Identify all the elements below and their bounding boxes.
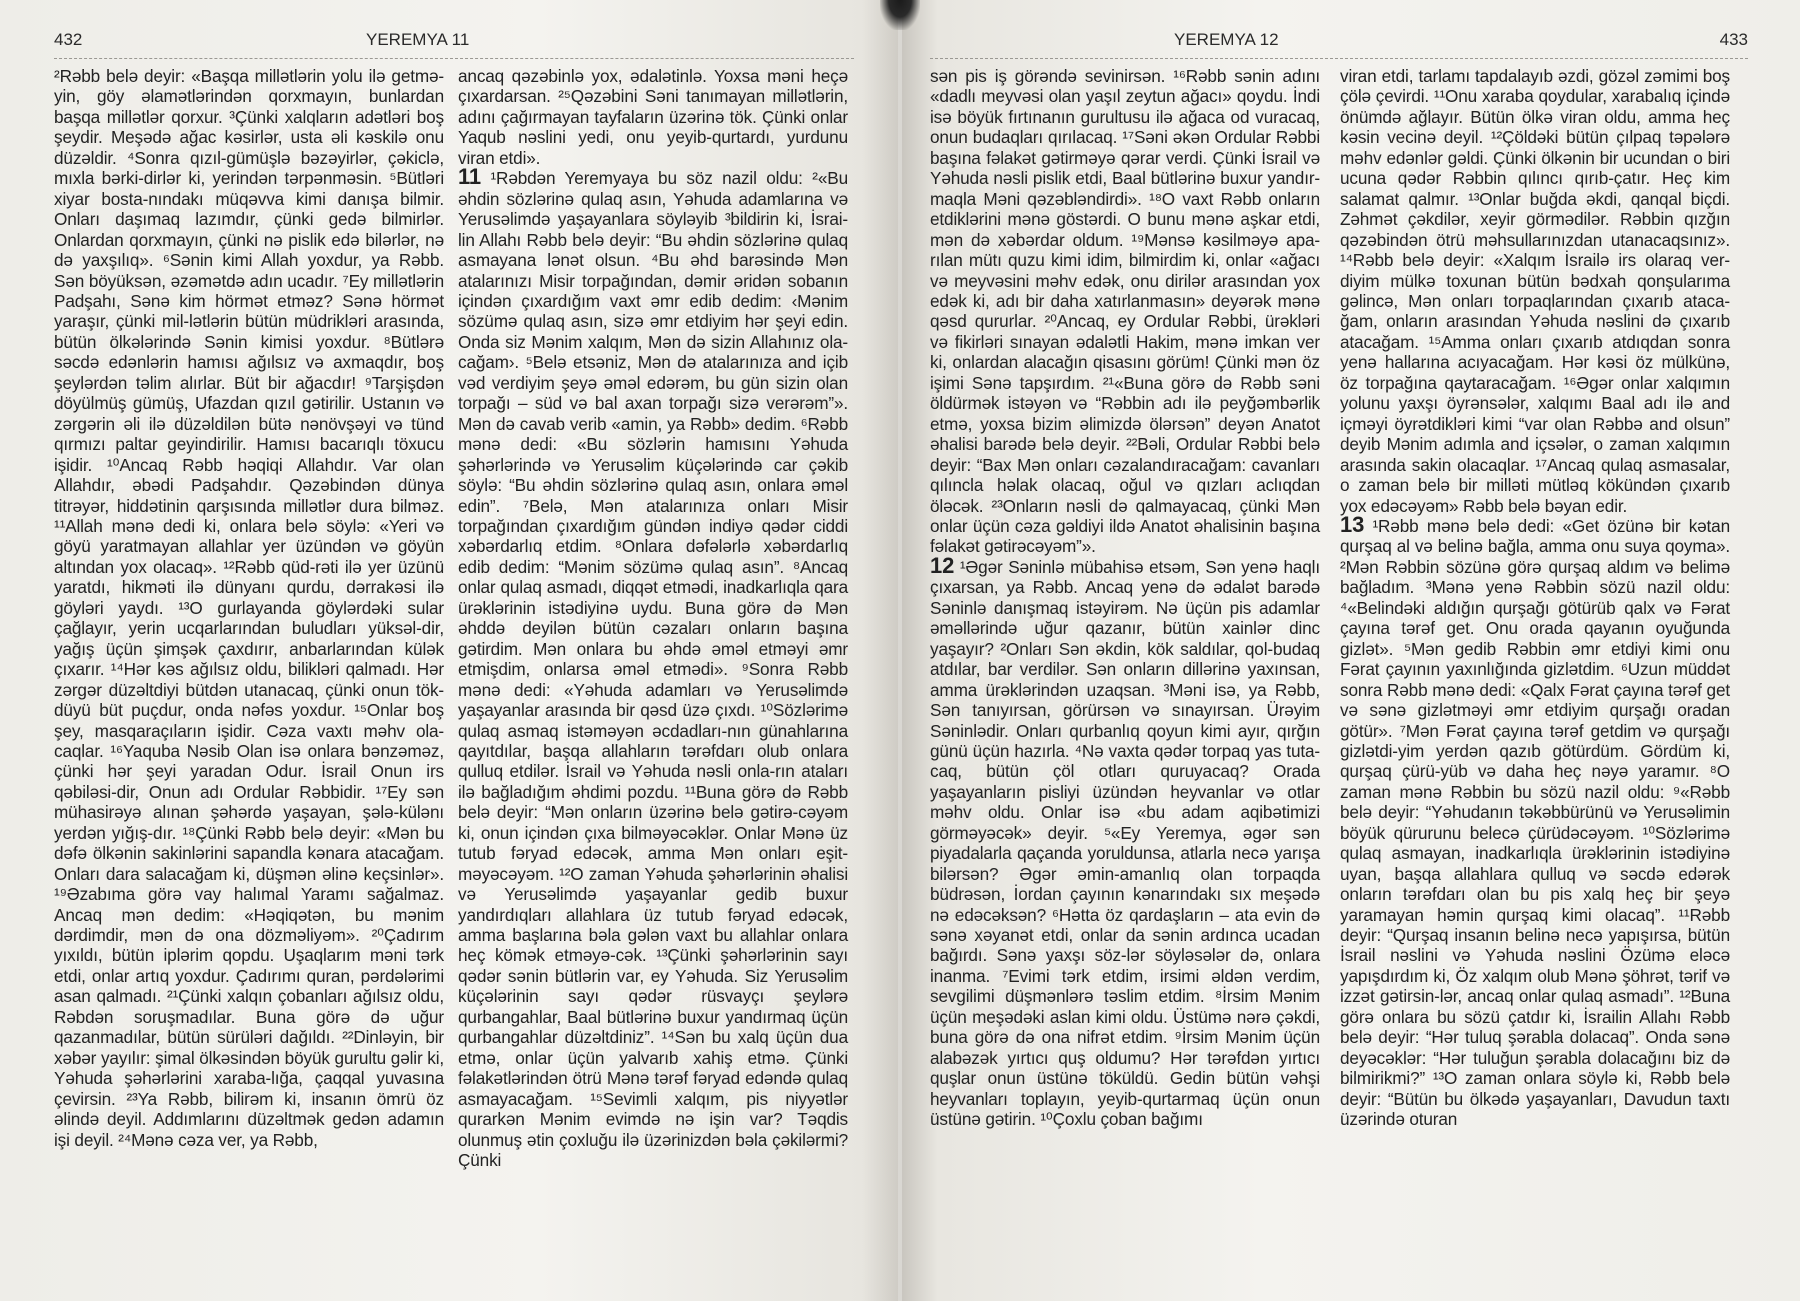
chapter-number: 13 <box>1340 511 1365 537</box>
chapter-paragraph <box>458 164 848 1171</box>
right-page-column-2 <box>1340 66 1730 1130</box>
chapter-number: 11 <box>458 164 481 190</box>
header-rule <box>930 58 1748 59</box>
chapter-number: 12 <box>930 552 955 578</box>
column-text: ¹Rəbb mənə belə dedi: «Get özünə bir kətan qurşaq al və belinə bağla, amma onu suya qoyma». ²Mən Rəbbin sözünə görə qurşaq aldım və belimə bağladım. ³Mənə yenə Rəbbin sözü nazil oldu: ⁴«Belindəki aldığın qurşağı götürüb qalx və Fərat çayına tərəf get. Onu orada qayanın oyuğunda gizlət». ⁵Mən gedib Rəbbin əmr etdiyi kimi onu Fərat çayının yaxınlığında gizlətdim. ⁶Uzun müddət sonra Rəbb mənə dedi: «Qalx Fərat çayına tərəf get və sənə gizlətməyi əmr etdiyim qurşağı oradan götür». ⁷Mən Fərat çayına tərəf getdim və qurşağı gizlətdi-yim yerdən qazıb götürdüm. Gördüm ki, qurşaq çürü-yüb və daha heç nəyə yaramır. ⁸O zaman mənə Rəbbin bu sözü nazil oldu: ⁹«Rəbb belə deyir: “Yəhudanın təkəbbürünü və Yerusəlimin böyük qürurunu belecə çürüdəcəyəm. ¹⁰Sözlərimə qulaq asmayan, inadkarlıqla ürəklərinin istədiyinə uyan, başqa allahlara qulluq və səcdə edərək onların tərəfdarı olan bu pis xalq heç bir şeyə yaramayan həmin qurşaq kimi olacaq”. ¹¹Rəbb deyir: “Qurşaq insanın belinə necə yapışırsa, bütün İsrail nəslini və Yəhuda nəslini Özümə eləcə yapışdırdım ki, Öz xalqım olub Mənə şöhrət, tərif və izzət gətirsin-lər, ancaq onlar qulaq asmadı”. ¹²Buna görə onlara bu sözü çatdır ki, İsrailin Allahı Rəbb belə deyir: “Hər tuluq şərabla dolacaq”. Onda sənə deyəcəklər: “Hər tuluğun şərabla dolacağını biz də bilmirikmi?” ¹³O zaman onlara söylə ki, Rəbb belə deyir: “Bütün bu ölkədə yaşayanları, Davudun taxtı üzərində oturan <box>1340 515 1730 1130</box>
chapter-paragraph <box>1340 511 1730 1130</box>
column-text: viran etdi, tarlamı tapdalayıb əzdi, gözəl zəmimi boş çölə çevirdi. ¹¹Onu xaraba qoydular, xarabalıq içində önümdə ağlayır. Bütün ölkə viran oldu, amma heç kəsin vecinə deyil. ¹²Çöldəki bütün çılpaq təpələrə məhv edənlər gəldi. Çünki ölkənin bir ucundan o biri ucuna qədər Rəbbin qılıncı qırıb-çatır. Heç kim salamat qalmır. ¹³Onlar buğda əkdi, qanqal biçdi. Zəhmət çəkdilər, xeyir görmədilər. Rəbbin qızğın qəzəbindən ötrü məhsullarınızdan utanacaqsınız». ¹⁴Rəbb belə deyir: «Xalqım İsrailə irs olaraq ver-diyim mülkə toxunan bütün bədxah qonşularıma gəlincə, Mən onları torpaqlarından çıxarıb ataca-ğam, onların arasından Yəhuda nəslini də çıxarıb atacağam. ¹⁵Amma onları çıxarıb atdıqdan sonra yenə hallarına acıyacağam. Hər kəsi öz mülkünə, öz torpağına qaytaracağam. ¹⁶Əgər onlar xalqımın yolunu yaxşı öyrənsələr, xalqımı Baal adı ilə and içməyi öyrətdikləri kimi “var olan Rəbbə and olsun” deyib Mənim adımla and içsələr, o zaman xalqımın arasında sakin olacaqlar. ¹⁷Ancaq qulaq asmasalar, o zaman belə bir milləti mütləq kökündən çıxarıb yox edəcəyəm» Rəbb belə bəyan edir. <box>1340 66 1730 516</box>
column-text: ancaq qəzəbinlə yox, ədalətinlə. Yoxsa məni heçə çıxardarsan. ²⁵Qəzəbini Səni tanımayan millətlərin, adını çağırmayan tayfaların üzərinə tök. Çünki onlar Yaqub nəslini yedi, onu yeyib-qurtardı, yurdunu viran etdi». <box>458 66 848 168</box>
left-page-column-2 <box>458 66 848 1170</box>
book-gutter-shadow <box>880 0 920 30</box>
column-text: ¹Əgər Səninlə mübahisə etsəm, Sən yenə haqlı çıxarsan, ya Rəbb. Ancaq yenə də ədalət barədə Səninlə danışmaq istəyirəm. Nə üçün pis adamlar əməllərində uğur qazanır, bütün xainlər dinc yaşayır? ²Onları Sən əkdin, kök saldılar, qol-budaq atdılar, bar verdilər. Sən onların dillərinə yaxınsan, amma ürəklərindən uzaqsan. ³Məni isə, ya Rəbb, Sən tanıyırsan, görürsən və sınayırsan. Ürəyim Səninlədir. Onları qurbanlıq qoyun kimi ayır, qırğın günü üçün hazırla. ⁴Nə vaxta qədər torpaq yas tuta-caq, bütün çöl otları quruyacaq? Orada yaşayanların pisliyi üzündən heyvanlar və otlar məhv oldu. Onlar isə «bu adam aqibətimizi görməyəcək» deyir. ⁵«Ey Yeremya, əgər sən piyadalarla qaçanda yoruldunsa, atlarla necə yarışa bilərsən? Əgər əmin-amanlıq olan torpaqda büdrəsən, İordan çayının kənarındakı sıx meşədə nə edəcəksən? ⁶Hətta öz qardaşların – ata evin də sənə xəyanət etdi, onlar da sənin ardınca ucadan bağırdı. Sənə yaxşı söz-lər söyləsələr də, onlara inanma. ⁷Evimi tərk etdim, irsimi əldən verdim, sevgilimi düşmənlərə təslim etdim. ⁸İrsim Mənim üçün meşədəki aslan kimi oldu. Üstümə nərə çəkdi, buna görə də ona nifrət etdim. ⁹İrsim Mənim üçün alabəzək yırtıcı quş oldumu? Hər tərəfdən yırtıcı quşlar onun üstünə töküldü. Gedin bütün vəhşi heyvanları toplayın, yeyib-qurtarmaq üçün onun üstünə gətirin. ¹⁰Çoxlu çoban bağımı <box>930 556 1320 1130</box>
right-page-column-1 <box>930 66 1320 1130</box>
chapter-paragraph <box>930 552 1320 1130</box>
left-page-header <box>54 30 854 60</box>
header-rule <box>54 58 854 59</box>
right-page-header <box>930 30 1748 60</box>
column-text: sən pis iş görəndə sevinirsən. ¹⁶Rəbb sənin adını «dadlı meyvəsi olan yaşıl zeytun ağacı» qoydu. İndi isə böyük fırtınanın gurultusu ilə ağaca od vuracaq, onun budaqları qırılacaq. ¹⁷Səni əkən Ordular Rəbbi başına fəlakət gətirməyə qərar verdi. Çünki İsrail və Yəhuda nəsli pislik etdi, Baal bütlərinə buxur yandır-maqla Məni qəzəbləndirdi». ¹⁸O vaxt Rəbb onların etdiklərini mənə göstərdi. O bunu mənə aşkar etdi, mən də xəbərdar oldum. ¹⁹Mənsə kəsilməyə apa-rılan mütı quzu kimi idim, bilmirdim ki, onlar «ağacı və meyvəsini məhv edək, onu dirilər arasından yox edək ki, adı bir daha xatırlanmasın» deyərək mənə qəsd qururlar. ²⁰Ancaq, ey Ordular Rəbbi, ürəkləri və fikirləri sınayan ədalətli Hakim, mənə imkan ver ki, onlardan alacağın qisasını görüm! Çünki mən öz işimi Sənə tapşırdım. ²¹«Buna görə də Rəbb səni öldürmək istəyən və “Rəbbin adı ilə peyğəmbərlik etmə, yoxsa bizim əlimizdə ölərsən” deyən Anatot əhalisi barədə belə deyir. ²²Bəli, Ordular Rəbbi belə deyir: “Bax Mən onları cəzalandıracağam: cavanları qılıncla həlak olacaq, oğul və qızları aclıqdan öləcək. ²³Onların nəsli də qalmayacaq, çünki Mən onlar üçün cəza gəldiyi ildə Anatot əhalisinin başına fəlakət gətirəcəyəm”». <box>930 66 1320 557</box>
left-page-column-1 <box>54 66 444 1150</box>
running-head: YEREMYA 12 <box>1174 30 1279 49</box>
page-number: 432 <box>54 30 83 49</box>
left-page <box>0 0 898 1301</box>
running-head: YEREMYA 11 <box>366 30 470 49</box>
page-number: 433 <box>1719 30 1748 49</box>
right-page <box>902 0 1800 1301</box>
column-text: ¹Rəbdən Yeremyaya bu söz nazil oldu: ²«Bu əhdin sözlərinə qulaq asın, Yəhuda adamlarına və Yerusəlimdə yaşayanlara söyləyib ³bildirin ki, İsrai-lin Allahı Rəbb belə deyir: “Bu əhdin sözlərinə qulaq asmayana lənət olsun. ⁴Bu əhd barəsində Mən atalarınızı Misir torpağından, dəmir əridən sobanın içindən çıxardığım vaxt əmr edib dedim: ‹Mənim sözümə qulaq asın, sizə əmr etdiyim hər şeyi edin. Onda siz Mənim xalqım, Mən də sizin Allahınız ola-cağam›. ⁵Belə etsəniz, Mən də atalarınıza and içib vəd verdiyim şeyə əməl edərəm, bu gün sizin olan torpağı – süd və bal axan torpağı sizə verərəm”». Mən də cavab verib «amin, ya Rəbb» dedim. ⁶Rəbb mənə dedi: «Bu sözlərin hamısını Yəhuda şəhərlərində və Yerusəlim küçələrində car çəkib söylə: “Bu əhdin sözlərinə qulaq asın, onlara əməl edin”. ⁷Belə, Mən atalarınıza onları Misir torpağından çıxardığım gündən indiyə qədər ciddi xəbərdarlıq etdim. ⁸Onlara dəfələrlə xəbərdarlıq edib dedim: “Mənim sözümə qulaq asın”. ⁸Ancaq onlar qulaq asmadı, diqqət etmədi, inadkarlıqla qara ürəklərinin istədiyinə uydu. Buna görə də Mən əhddə deyilən bütün cəzaları onların başına gətirdim. Mən onlara bu əhdə əməl etməyi əmr etmişdim, onlarsa əməl etmədi». ⁹Sonra Rəbb mənə dedi: «Yəhuda adamları və Yerusəlimdə yaşayanlar arasında bir qəsd üzə çıxdı. ¹⁰Sözlərimə qulaq asmaq istəməyən əcdadları-nın günahlarına qayıtdılar, başqa allahların tərəfdarı olub onlara qulluq etdilər. İsrail və Yəhuda nəsli onla-rın ataları ilə bağladığım əhdimi pozdu. ¹¹Buna görə də Rəbb belə deyir: “Mən onların üzərinə belə gətirə-cəyəm ki, onun içindən çıxa bilməyəcəklər. Onlar Mənə üz tutub fəryad edəcək, amma Mən onları eşit-məyəcəyəm. ¹²O zaman Yəhuda şəhərlərinin əhalisi və Yerusəlimdə yaşayanlar gedib buxur yandırdıqları allahlara üz tutub fəryad edəcək, amma başlarına bəla gələn vaxt bu allahlar onlara heç kömək etməyə-cək. ¹³Çünki şəhərlərinin sayı qədər sənin bütlərin var, ey Yəhuda. Siz Yerusəlim küçələrinin sayı qədər rüsvayçı şeylərə qurbangahlar, Baal bütlərinə buxur yandırmaq üçün qurbangahlar düzəltdiniz”. ¹⁴Sən bu xalq üçün dua etmə, onlar üçün yalvarıb xahiş etmə. Çünki fəlakətlərindən ötrü Mənə tərəf fəryad edəndə qulaq asmayacağam. ¹⁵Sevimli xalqım, pis niyyətlər qurarkən Mənim evimdə nə işin var? Təqdis olunmuş ətin çoxluğu ilə üzərinizdən bəla çəkilərmi? Çünki <box>458 168 848 1171</box>
column-text: ²Rəbb belə deyir: «Başqa millətlərin yolu ilə getmə-yin, göy əlamətlərindən qorxmayın, bunlardan başqa millətlər qorxur. ³Çünki xalqların adətləri boş şeydir. Meşədə ağac kəsirlər, usta əli kəskilə onu düzəldir. ⁴Sonra qızıl-gümüşlə bəzəyirlər, çəkiclə, mıxla bərki-dirlər ki, yerindən tərpənməsin. ⁵Bütləri xiyar bosta-nındakı müqəvva kimi danışa bilmir. Onları daşımaq lazımdır, çünki gedə bilmirlər. Onlardan qorxmayın, çünki nə pislik edə bilərlər, nə də yaxşılıq». ⁶Sənin kimi Allah yoxdur, ya Rəbb. Sən böyüksən, əzəmətdə adın ucadır. ⁷Ey millətlərin Padşahı, Sənə kim hörmət etməz? Sənə hörmət yaraşır, çünki mil-lətlərin bütün müdrikləri arasında, bütün ölkələrində Sənin kimisi yoxdur. ⁸Bütlərə səcdə edənlərin hamısı ağılsız və axmaqdır, boş şeylərdən təlim alırlar. Büt bir ağacdır! ⁹Tarşişdən döyülmüş gümüş, Ufazdan qızıl gətirilir. Ustanın və zərgərin əli ilə düzəldilən bütə nənövşəyi və tünd qırmızı paltar geyindirilir. Hamısı bacarıqlı töxucu işidir. ¹⁰Ancaq Rəbb həqiqi Allahdır. Var olan Allahdır, əbədi Padşahdır. Qəzəbindən dünya titrəyər, hiddətinin qarşısında millətlər dura bilməz. ¹¹Allah mənə dedi ki, onlara belə söylə: «Yeri və göyü yaratmayan allahlar yer üzündən və göyün altından yox olacaq». ¹²Rəbb qüd-rəti ilə yer üzünü yaratdı, hikməti ilə dünyanı qurdu, dərrakəsi ilə göyləri yaydı. ¹³O gurlayanda göylərdəki sular çağlayır, yerin ucqarlarından buludları yüksəl-dir, yağış üçün şimşək çaxdırır, anbarlarından külək çıxarır. ¹⁴Hər kəs ağılsız oldu, bilikləri qalmadı. Hər zərgər düzəltdiyi bütdən utanacaq, çünki onun tök-düyü büt puçdur, onda nəfəs yoxdur. ¹⁵Onlar boş şey, masqaraçıların işidir. Cəza vaxtı məhv ola-caqlar. ¹⁶Yaquba Nəsib Olan isə onlara bənzəməz, çünki hər şeyi yaradan Odur. İsrail Onun irs qəbiləsi-dir, Onun adı Ordular Rəbbidir. ¹⁷Ey sən mühasirəyə alınan şəhərdə yaşayan, şələ-külənı yerdən yığış-dır. ¹⁸Çünki Rəbb belə deyir: «Mən bu dəfə ölkənin sakinlərini sapandla kənara atacağam. Onları dara salacağam ki, düşmən əlinə keçsinlər». ¹⁹Əzabıma görə vay halımal Yaramı sağalmaz. Ancaq mən dedim: «Həqiqətən, bu mənim dərdimdir, mən də ona dözməliyəm». ²⁰Çadırım yıxıldı, bütün iplərim qopdu. Uşaqlarım məni tərk etdi, onlar artıq yoxdur. Çadırımı quran, pərdələrimi asan qalmadı. ²¹Çünki xalqın çobanları ağılsız oldu, Rəbdən soruşmadılar. Buna görə də uğur qazanmadılar, bütün sürüləri dağıldı. ²²Dinləyin, bir xəbər yayılır: şimal ölkəsindən böyük gurultu gəlir ki, Yəhuda şəhərlərini xaraba-lığa, çaqqal yuvasına çevirsin. ²³Ya Rəbb, bilirəm ki, insanın ömrü öz əlində deyil. Addımlarını düzəltmək gedən adamın işi deyil. ²⁴Mənə cəza ver, ya Rəbb, <box>54 66 444 1150</box>
